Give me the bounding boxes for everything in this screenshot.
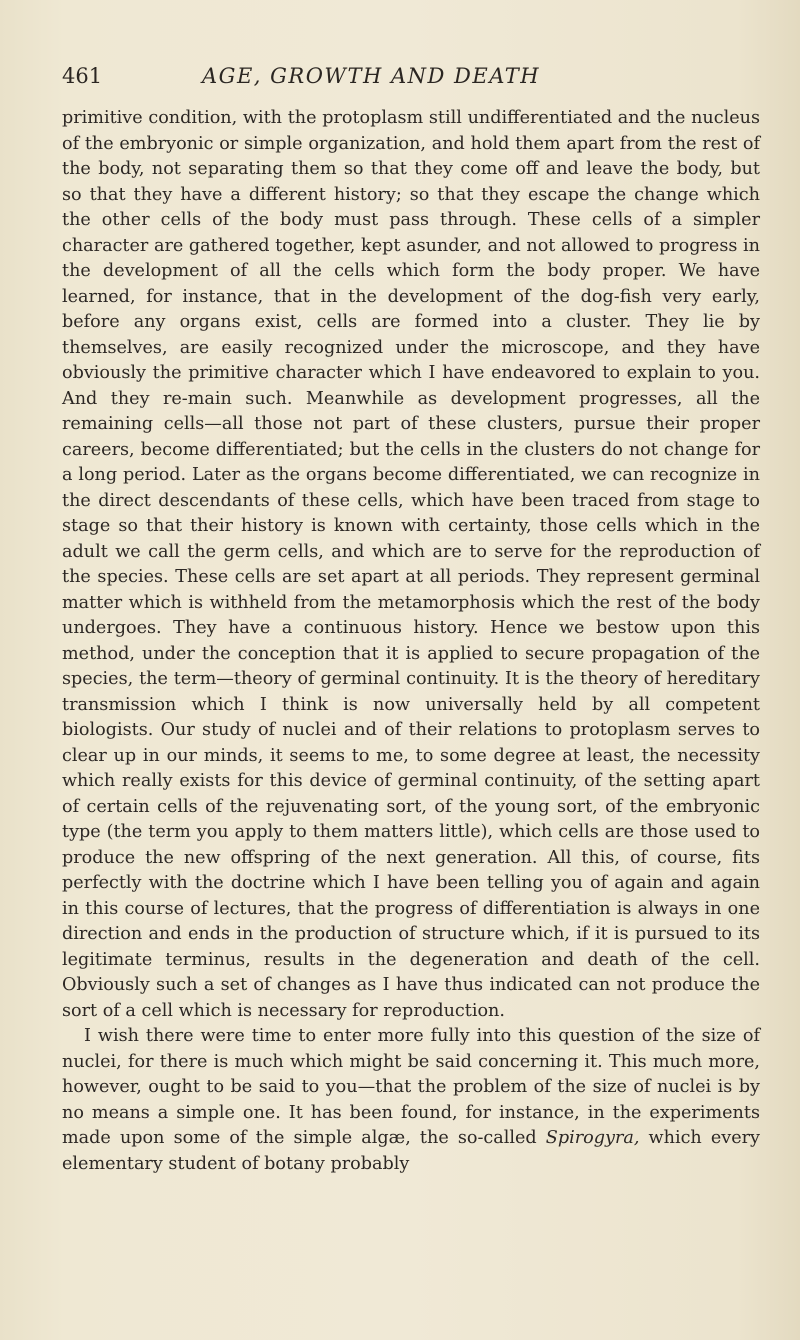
page-number: 461 (62, 64, 103, 88)
running-title: AGE, GROWTH AND DEATH (202, 64, 541, 88)
body-text (62, 106, 760, 1177)
paragraph-2-text-b: which every elementary student of botany probably (62, 1128, 760, 1174)
paragraph-2 (62, 1024, 760, 1177)
paragraph-2-text-a: I wish there were time to enter more fully into this question of the size of nuclei, for there is much which might be said concerning it. This much more, however, ought to be said to you—that the problem of the size of nuclei is by no means a simple one. It has been found, for instance, in the experiments made upon some of the simple algæ, the so-called (62, 1026, 760, 1148)
spirogyra-term: Spirogyra, (545, 1128, 640, 1148)
paragraph-1-text: primitive condition, with the protoplasm still undifferentiated and the nucleus of the embryonic or simple organization, and hold them apart from the rest of the body, not separating them so that they come off and leave the body, but so that they have a different history; so that they escape the change which the other cells of the body must pass through. These cells of a simpler character are gathered together, kept asunder, and not allowed to progress in the development of all the cells which form the body proper. We have learned, for instance, that in the development of the dog-fish very early, before any organs exist, cells are formed into a cluster. They lie by themselves, are easily recognized under the microscope, and they have obviously the primitive character which I have endeavored to explain to you. And they re-main such. Meanwhile as development progresses, all the remaining cells—all those not part of these clusters, pursue their proper careers, become differentiated; but the cells in the clusters do not change for a long period. Later as the organs become differentiated, we can recognize in the direct descendants of these cells, which have been traced from stage to stage so that their history is known with certainty, those cells which in the adult we call the germ cells, and which are to serve for the reproduction of the species. These cells are set apart at all periods. They represent germinal matter which is withheld from the metamorphosis which the rest of the body undergoes. They have a continuous history. Hence we bestow upon this method, under the conception that it is applied to secure propagation of the species, the term—theory of germinal continuity. It is the theory of hereditary transmission which I think is now universally held by all competent biologists. Our study of nuclei and of their relations to protoplasm serves to clear up in our minds, it seems to me, to some degree at least, the necessity which really exists for this device of germinal continuity, of the setting apart of certain cells of the rejuvenating sort, of the young sort, of the embryonic type (the term you apply to them matters little), which cells are those used to produce the new offspring of the next generation. All this, of course, fits perfectly with the doctrine which I have been telling you of again and again in this course of lectures, that the progress of differentiation is always in one direction and ends in the production of structure which, if it is pursued to its legitimate terminus, results in the degeneration and death of the cell. Obviously such a set of changes as I have thus indicated can not produce the sort of a cell which is necessary for reproduction. (62, 108, 760, 1021)
page-header (62, 64, 762, 94)
paragraph-1 (62, 106, 760, 1024)
